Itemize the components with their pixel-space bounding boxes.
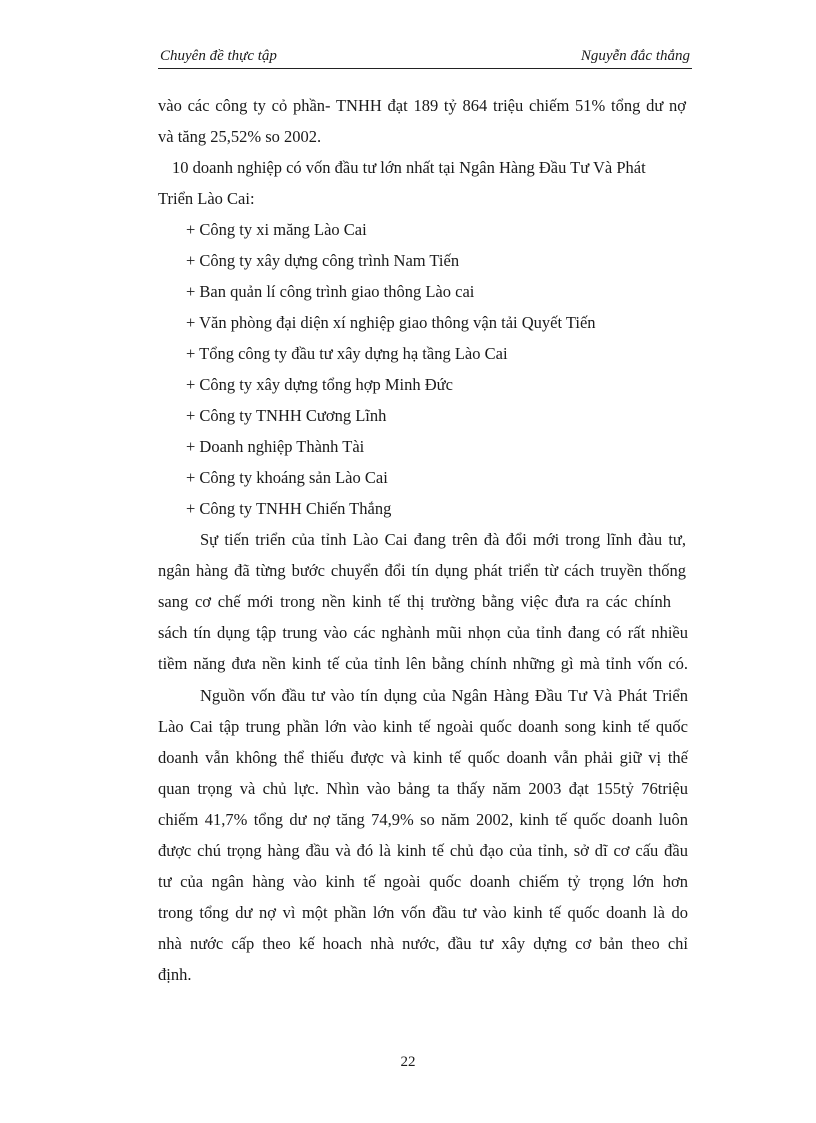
header-title: Chuyên đề thực tập (160, 48, 277, 64)
header-rule (158, 68, 692, 69)
list-item: + Văn phòng đại diện xí nghiệp giao thông vận tải Quyết Tiến (186, 313, 596, 332)
text-line: chiếm 41,7% tổng dư nợ tăng 74,9% so năm 2002, kinh tế quốc doanh luôn (158, 810, 688, 829)
list-item: + Công ty TNHH Cương Lĩnh (186, 406, 387, 425)
text-line: định. (158, 965, 192, 984)
text-line: sách tín dụng tập trung vào các nghành mũi nhọn của tỉnh đang có rất nhiều (158, 623, 688, 642)
text-line: sang cơ chế mới trong nền kinh tế thị trường bằng việc đưa ra các chính (158, 592, 671, 611)
text-line: trong tổng dư nợ vì một phần lớn vốn đầu tư vào kinh tế quốc doanh là do (158, 903, 688, 922)
list-item: + Công ty khoáng sản Lào Cai (186, 468, 388, 487)
text-line: ngân hàng đã từng bước chuyển đổi tín dụng phát triển từ cách truyền thống (158, 561, 686, 580)
text-line: Lào Cai tập trung phần lớn vào kinh tế ngoài quốc doanh song kinh tế quốc (158, 717, 688, 736)
page-header (158, 44, 692, 68)
text-line: tiềm năng đưa nền kinh tế của tỉnh lên bằng chính những gì mà tỉnh vốn có. (158, 654, 688, 673)
list-item: + Công ty TNHH Chiến Thắng (186, 499, 392, 518)
page-number: 22 (400, 1054, 416, 1070)
list-item: + Tổng công ty đầu tư xây dựng hạ tầng Lào Cai (186, 344, 508, 363)
list-item: + Công ty xây dựng tổng hợp Minh Đức (186, 375, 453, 394)
text-line: và tăng 25,52% so 2002. (158, 127, 322, 146)
list-item: + Ban quản lí công trình giao thông Lào cai (186, 282, 475, 301)
text-line: tư của ngân hàng vào kinh tế ngoài quốc doanh chiếm tỷ trọng lớn hơn (158, 872, 688, 891)
header-author: Nguyễn đắc thắng (580, 48, 690, 64)
text-line: 10 doanh nghiệp có vốn đầu tư lớn nhất tại Ngân Hàng Đầu Tư Và Phát (172, 158, 646, 177)
text-line: Sự tiến triển của tỉnh Lào Cai đang trên đà đổi mới trong lĩnh đàu tư, (200, 530, 686, 549)
text-line: Nguồn vốn đầu tư vào tín dụng của Ngân Hàng Đầu Tư Và Phát Triển (200, 686, 688, 705)
text-line: Triển Lào Cai: (158, 189, 255, 208)
list-item: + Công ty xây dựng công trình Nam Tiến (186, 251, 460, 270)
text-line: vào các công ty cỏ phần- TNHH đạt 189 tỷ 864 triệu chiếm 51% tổng dư nợ (158, 96, 686, 115)
text-line: được chú trọng hàng đầu và đó là kinh tế chủ đạo của tỉnh, sở dĩ cơ cấu đầu (158, 841, 688, 860)
list-item: + Doanh nghiệp Thành Tài (186, 437, 365, 456)
text-line: doanh vẫn không thể thiếu được và kinh tế quốc doanh vẫn phải giữ vị thế (158, 748, 688, 767)
list-item: + Công ty xi măng Lào Cai (186, 220, 367, 239)
text-line: quan trọng và chủ lực. Nhìn vào bảng ta thấy năm 2003 đạt 155tỷ 76triệu (158, 779, 688, 798)
text-line: nhà nước cấp theo kế hoach nhà nước, đầu tư xây dựng cơ bản theo chỉ (158, 934, 688, 953)
